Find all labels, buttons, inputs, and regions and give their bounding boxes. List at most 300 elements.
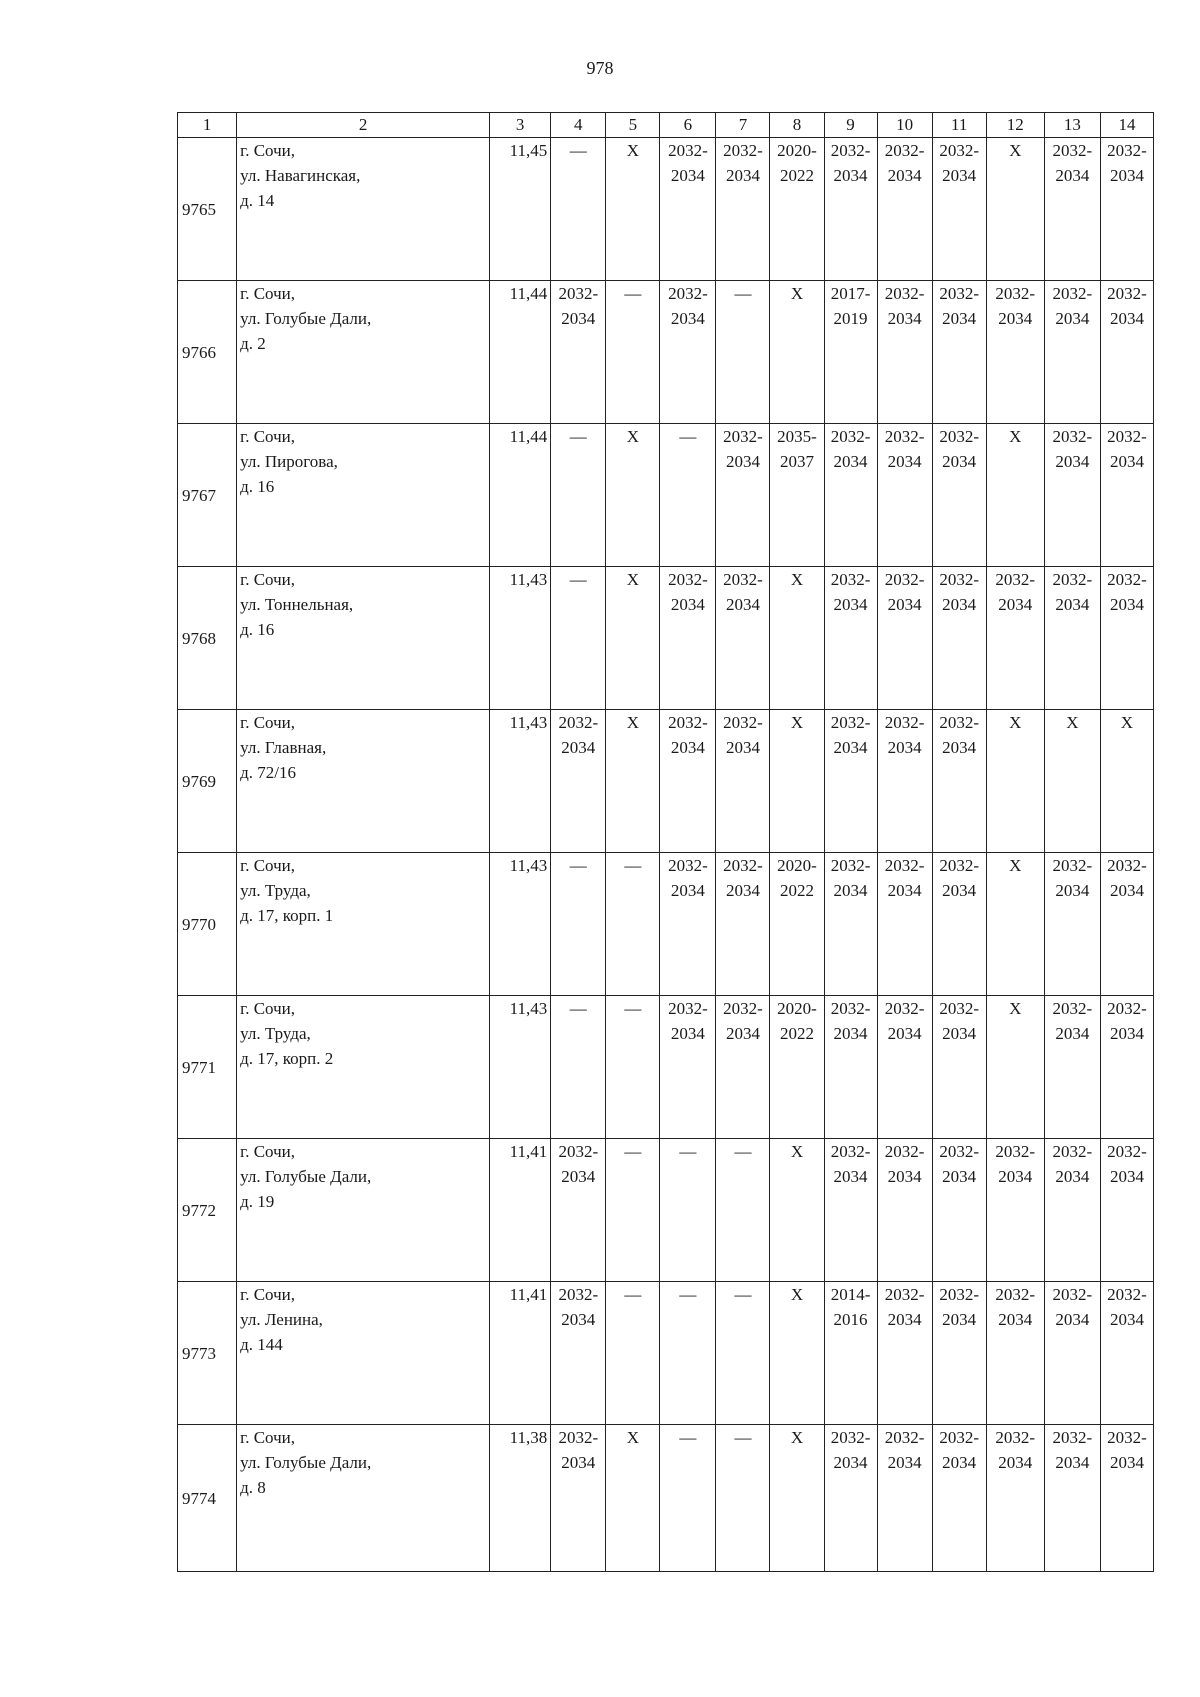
- period-end: 2034: [725, 1024, 760, 1043]
- period-cell-col-7: [716, 567, 770, 710]
- period-start: 2032-: [830, 856, 871, 875]
- address-line: д. 72/16: [240, 763, 297, 782]
- period-end: 2034: [1109, 595, 1144, 614]
- column-header-10: 10: [877, 113, 932, 138]
- period-end: 2034: [1055, 452, 1090, 471]
- period-cell-col-12: [986, 281, 1044, 424]
- period-end: 2034: [998, 1310, 1033, 1329]
- period-start: 2032-: [1107, 1142, 1147, 1161]
- period-end: 2034: [561, 1167, 596, 1186]
- column-header-14: 14: [1100, 113, 1153, 138]
- period-start: 2032-: [723, 999, 763, 1018]
- period-end: 2034: [887, 452, 922, 471]
- address-line: д. 16: [240, 620, 275, 639]
- period-cell-col-9: [824, 281, 877, 424]
- period-cell-col-5: X: [606, 424, 660, 567]
- column-header-9: 9: [824, 113, 877, 138]
- period-cell-col-7: —: [716, 1282, 770, 1425]
- period-end: 2034: [942, 166, 977, 185]
- address-line: г. Сочи,: [240, 856, 295, 875]
- period-end: 2034: [998, 1167, 1033, 1186]
- period-end: 2034: [1109, 166, 1144, 185]
- period-cell-col-14: [1100, 138, 1153, 281]
- address-cell: [237, 1425, 490, 1572]
- address-line: г. Сочи,: [240, 713, 295, 732]
- period-cell-col-10: [877, 567, 932, 710]
- period-start: 2032-: [558, 1142, 599, 1161]
- period-start: 2032-: [723, 141, 763, 160]
- period-cell-col-5: —: [606, 281, 660, 424]
- period-end: 2034: [887, 1310, 922, 1329]
- period-end: 2034: [1109, 1024, 1144, 1043]
- period-end: 2034: [1109, 1453, 1144, 1472]
- period-cell-col-8: [770, 424, 824, 567]
- period-cell-col-5: —: [606, 996, 660, 1139]
- period-cell-col-14: [1100, 567, 1153, 710]
- period-cell-col-12: [986, 1425, 1044, 1572]
- table-row: [178, 853, 1154, 996]
- address-line: д. 19: [240, 1192, 275, 1211]
- period-cell-col-10: [877, 1282, 932, 1425]
- period-start: 2032-: [830, 570, 871, 589]
- period-cell-col-5: X: [606, 567, 660, 710]
- period-cell-col-13: [1044, 996, 1100, 1139]
- period-cell-col-6: —: [660, 424, 716, 567]
- period-end: 2034: [1055, 1167, 1090, 1186]
- period-start: 2032-: [995, 284, 1036, 303]
- column-header-7: 7: [716, 113, 770, 138]
- period-start: 2032-: [884, 856, 925, 875]
- period-start: 2035-: [777, 427, 817, 446]
- address-line: ул. Труда,: [240, 881, 311, 900]
- column-header-1: 1: [178, 113, 237, 138]
- address-line: ул. Ленина,: [240, 1310, 323, 1329]
- period-start: 2032-: [668, 999, 708, 1018]
- table-row: [178, 1139, 1154, 1282]
- period-end: 2034: [942, 881, 977, 900]
- period-cell-col-8: [770, 996, 824, 1139]
- period-cell-col-11: [932, 138, 986, 281]
- address-line: ул. Навагинская,: [240, 166, 361, 185]
- period-cell-col-13: X: [1044, 710, 1100, 853]
- period-start: 2032-: [1052, 284, 1093, 303]
- address-line: ул. Главная,: [240, 738, 327, 757]
- period-end: 2034: [942, 595, 977, 614]
- period-end: 2034: [833, 166, 868, 185]
- address-line: ул. Голубые Дали,: [240, 309, 372, 328]
- period-cell-col-10: [877, 138, 932, 281]
- address-cell: [237, 281, 490, 424]
- row-number: 9772: [178, 1139, 237, 1282]
- period-cell-col-14: [1100, 424, 1153, 567]
- period-end: 2034: [1055, 1024, 1090, 1043]
- period-start: 2032-: [884, 284, 925, 303]
- address-line: д. 2: [240, 334, 266, 353]
- period-start: 2032-: [939, 856, 979, 875]
- period-cell-col-7: [716, 996, 770, 1139]
- period-cell-col-7: [716, 424, 770, 567]
- value-cell: 11,43: [490, 567, 551, 710]
- period-end: 2034: [561, 1310, 596, 1329]
- value-cell: 11,41: [490, 1282, 551, 1425]
- period-start: 2032-: [1107, 141, 1147, 160]
- column-header-11: 11: [932, 113, 986, 138]
- period-cell-col-6: —: [660, 1282, 716, 1425]
- address-line: г. Сочи,: [240, 1142, 295, 1161]
- period-cell-col-8: X: [770, 1282, 824, 1425]
- period-start: 2032-: [884, 141, 925, 160]
- period-end: 2034: [1109, 309, 1144, 328]
- address-cell: [237, 138, 490, 281]
- period-cell-col-13: [1044, 853, 1100, 996]
- period-start: 2014-: [830, 1285, 871, 1304]
- period-end: 2034: [1055, 166, 1090, 185]
- period-start: 2032-: [1052, 570, 1093, 589]
- period-end: 2034: [998, 1453, 1033, 1472]
- period-end: 2034: [833, 595, 868, 614]
- table-row: [178, 1425, 1154, 1572]
- period-start: 2032-: [668, 284, 708, 303]
- address-line: г. Сочи,: [240, 999, 295, 1018]
- address-line: г. Сочи,: [240, 141, 295, 160]
- period-end: 2034: [1109, 881, 1144, 900]
- period-start: 2032-: [939, 1285, 979, 1304]
- period-start: 2032-: [884, 570, 925, 589]
- period-cell-col-11: [932, 567, 986, 710]
- period-cell-col-13: [1044, 1282, 1100, 1425]
- row-number: 9769: [178, 710, 237, 853]
- address-line: г. Сочи,: [240, 1285, 295, 1304]
- period-start: 2032-: [1052, 427, 1093, 446]
- period-cell-col-5: —: [606, 1282, 660, 1425]
- period-cell-col-13: [1044, 424, 1100, 567]
- period-start: 2032-: [1107, 999, 1147, 1018]
- period-start: 2032-: [1107, 427, 1147, 446]
- period-start: 2032-: [830, 713, 871, 732]
- period-cell-col-10: [877, 853, 932, 996]
- period-start: 2032-: [668, 856, 708, 875]
- period-end: 2034: [1055, 309, 1090, 328]
- period-start: 2032-: [1107, 284, 1147, 303]
- period-cell-col-7: [716, 710, 770, 853]
- period-start: 2032-: [939, 141, 979, 160]
- value-cell: 11,45: [490, 138, 551, 281]
- period-start: 2032-: [995, 1142, 1036, 1161]
- period-cell-col-5: —: [606, 853, 660, 996]
- period-start: 2032-: [884, 427, 925, 446]
- period-start: 2032-: [723, 713, 763, 732]
- period-cell-col-6: —: [660, 1139, 716, 1282]
- column-header-12: 12: [986, 113, 1044, 138]
- period-end: 2016: [833, 1310, 868, 1329]
- period-cell-col-4: [551, 710, 606, 853]
- row-number: 9771: [178, 996, 237, 1139]
- period-cell-col-10: [877, 996, 932, 1139]
- address-line: д. 16: [240, 477, 275, 496]
- period-start: 2032-: [995, 1428, 1036, 1447]
- period-cell-col-4: [551, 281, 606, 424]
- period-cell-col-10: [877, 281, 932, 424]
- period-end: 2034: [942, 1453, 977, 1472]
- period-start: 2020-: [777, 141, 817, 160]
- period-start: 2020-: [777, 999, 817, 1018]
- period-start: 2032-: [939, 570, 979, 589]
- period-cell-col-8: [770, 138, 824, 281]
- period-end: 2034: [942, 309, 977, 328]
- period-cell-col-12: [986, 1282, 1044, 1425]
- period-end: 2034: [887, 1453, 922, 1472]
- period-cell-col-8: X: [770, 710, 824, 853]
- period-cell-col-5: —: [606, 1139, 660, 1282]
- period-end: 2034: [887, 881, 922, 900]
- row-number: 9765: [178, 138, 237, 281]
- period-cell-col-5: X: [606, 710, 660, 853]
- period-cell-col-9: [824, 1282, 877, 1425]
- address-cell: [237, 996, 490, 1139]
- period-start: 2032-: [995, 570, 1036, 589]
- period-cell-col-13: [1044, 281, 1100, 424]
- period-cell-col-9: [824, 567, 877, 710]
- period-end: 2034: [887, 309, 922, 328]
- address-line: ул. Пирогова,: [240, 452, 338, 471]
- period-end: 2034: [1109, 1167, 1144, 1186]
- period-end: 2034: [670, 1024, 705, 1043]
- period-end: 2034: [1055, 881, 1090, 900]
- period-end: 2034: [833, 1167, 868, 1186]
- period-cell-col-14: [1100, 1282, 1153, 1425]
- period-start: 2032-: [939, 427, 979, 446]
- address-cell: [237, 1282, 490, 1425]
- period-start: 2032-: [558, 713, 599, 732]
- period-end: 2034: [1109, 452, 1144, 471]
- column-header-8: 8: [770, 113, 824, 138]
- period-cell-col-14: [1100, 1139, 1153, 1282]
- period-cell-col-12: [986, 567, 1044, 710]
- period-start: 2032-: [558, 1285, 599, 1304]
- table-row: [178, 138, 1154, 281]
- period-cell-col-9: [824, 853, 877, 996]
- period-end: 2034: [833, 1024, 868, 1043]
- table-row: [178, 1282, 1154, 1425]
- value-cell: 11,44: [490, 281, 551, 424]
- period-start: 2032-: [884, 999, 925, 1018]
- period-cell-col-8: X: [770, 1139, 824, 1282]
- period-start: 2032-: [830, 141, 871, 160]
- period-start: 2032-: [939, 713, 979, 732]
- period-cell-col-14: [1100, 996, 1153, 1139]
- period-start: 2032-: [830, 999, 871, 1018]
- period-start: 2032-: [668, 570, 708, 589]
- period-end: 2034: [887, 166, 922, 185]
- period-start: 2032-: [1107, 1285, 1147, 1304]
- period-end: 2034: [1109, 1310, 1144, 1329]
- period-cell-col-7: —: [716, 1425, 770, 1572]
- period-start: 2032-: [558, 1428, 599, 1447]
- period-cell-col-11: [932, 853, 986, 996]
- period-end: 2034: [833, 738, 868, 757]
- period-cell-col-11: [932, 996, 986, 1139]
- period-end: 2034: [1055, 595, 1090, 614]
- period-end: 2034: [998, 595, 1033, 614]
- period-end: 2034: [942, 452, 977, 471]
- period-start: 2032-: [723, 856, 763, 875]
- period-cell-col-9: [824, 996, 877, 1139]
- table-row: [178, 710, 1154, 853]
- page-number: 978: [586, 58, 614, 78]
- period-end: 2034: [1055, 1310, 1090, 1329]
- period-cell-col-13: [1044, 1425, 1100, 1572]
- period-cell-col-10: [877, 1425, 932, 1572]
- period-end: 2034: [725, 738, 760, 757]
- row-number: 9774: [178, 1425, 237, 1572]
- period-end: 2037: [780, 452, 814, 471]
- period-cell-col-5: X: [606, 138, 660, 281]
- period-cell-col-13: [1044, 138, 1100, 281]
- period-start: 2032-: [1052, 1428, 1093, 1447]
- period-end: 2034: [887, 1024, 922, 1043]
- period-cell-col-6: [660, 281, 716, 424]
- period-start: 2032-: [1052, 1142, 1093, 1161]
- address-cell: [237, 567, 490, 710]
- period-start: 2032-: [939, 1428, 979, 1447]
- period-cell-col-6: [660, 710, 716, 853]
- period-cell-col-8: X: [770, 281, 824, 424]
- value-cell: 11,44: [490, 424, 551, 567]
- period-end: 2034: [725, 452, 760, 471]
- period-start: 2017-: [830, 284, 871, 303]
- period-end: 2022: [780, 166, 814, 185]
- address-line: д. 8: [240, 1478, 266, 1497]
- period-start: 2032-: [1107, 856, 1147, 875]
- period-start: 2032-: [884, 1428, 925, 1447]
- address-line: ул. Голубые Дали,: [240, 1167, 372, 1186]
- period-start: 2032-: [1052, 856, 1093, 875]
- address-line: ул. Труда,: [240, 1024, 311, 1043]
- row-number: 9773: [178, 1282, 237, 1425]
- period-cell-col-9: [824, 1139, 877, 1282]
- period-cell-col-4: [551, 1425, 606, 1572]
- address-cell: [237, 1139, 490, 1282]
- period-cell-col-6: —: [660, 1425, 716, 1572]
- period-cell-col-6: [660, 853, 716, 996]
- address-cell: [237, 853, 490, 996]
- address-cell: [237, 710, 490, 853]
- table-body: [178, 138, 1154, 1572]
- period-cell-col-8: [770, 853, 824, 996]
- period-start: 2032-: [884, 1285, 925, 1304]
- period-cell-col-14: [1100, 281, 1153, 424]
- period-cell-col-6: [660, 567, 716, 710]
- period-cell-col-9: [824, 710, 877, 853]
- period-start: 2032-: [939, 999, 979, 1018]
- period-cell-col-4: [551, 1282, 606, 1425]
- period-end: 2034: [670, 881, 705, 900]
- period-cell-col-4: —: [551, 138, 606, 281]
- period-end: 2034: [887, 1167, 922, 1186]
- value-cell: 11,43: [490, 853, 551, 996]
- period-start: 2032-: [668, 141, 708, 160]
- period-end: 2022: [780, 1024, 814, 1043]
- value-cell: 11,43: [490, 710, 551, 853]
- period-end: 2034: [887, 595, 922, 614]
- period-cell-col-4: —: [551, 996, 606, 1139]
- period-end: 2034: [561, 1453, 596, 1472]
- period-end: 2034: [887, 738, 922, 757]
- value-cell: 11,43: [490, 996, 551, 1139]
- period-cell-col-7: [716, 138, 770, 281]
- value-cell: 11,41: [490, 1139, 551, 1282]
- period-start: 2032-: [830, 427, 871, 446]
- period-end: 2034: [942, 1024, 977, 1043]
- period-cell-col-9: [824, 138, 877, 281]
- row-number: 9766: [178, 281, 237, 424]
- column-header-13: 13: [1044, 113, 1100, 138]
- period-cell-col-11: [932, 1282, 986, 1425]
- period-cell-col-11: [932, 424, 986, 567]
- period-cell-col-5: X: [606, 1425, 660, 1572]
- period-start: 2032-: [723, 427, 763, 446]
- period-start: 2032-: [1052, 141, 1093, 160]
- period-cell-col-14: [1100, 853, 1153, 996]
- address-line: д. 17, корп. 1: [240, 906, 334, 925]
- period-cell-col-6: [660, 138, 716, 281]
- period-cell-col-9: [824, 1425, 877, 1572]
- period-cell-col-13: [1044, 567, 1100, 710]
- period-end: 2019: [833, 309, 868, 328]
- period-cell-col-4: [551, 1139, 606, 1282]
- row-number: 9768: [178, 567, 237, 710]
- column-header-2: 2: [237, 113, 490, 138]
- period-end: 2034: [942, 738, 977, 757]
- period-cell-col-8: X: [770, 567, 824, 710]
- address-line: г. Сочи,: [240, 1428, 295, 1447]
- period-start: 2032-: [1052, 1285, 1093, 1304]
- period-start: 2032-: [830, 1142, 871, 1161]
- period-cell-col-7: —: [716, 281, 770, 424]
- period-end: 2034: [942, 1310, 977, 1329]
- period-start: 2032-: [995, 1285, 1036, 1304]
- column-header-5: 5: [606, 113, 660, 138]
- table-row: [178, 567, 1154, 710]
- period-start: 2032-: [1052, 999, 1093, 1018]
- period-start: 2032-: [830, 1428, 871, 1447]
- period-end: 2034: [1055, 1453, 1090, 1472]
- data-table: [177, 112, 1154, 1572]
- period-cell-col-7: —: [716, 1139, 770, 1282]
- period-cell-col-11: [932, 1139, 986, 1282]
- period-cell-col-14: [1100, 1425, 1153, 1572]
- period-start: 2032-: [884, 1142, 925, 1161]
- period-start: 2032-: [939, 1142, 979, 1161]
- period-cell-col-11: [932, 1425, 986, 1572]
- period-cell-col-4: —: [551, 567, 606, 710]
- period-end: 2034: [833, 1453, 868, 1472]
- period-cell-col-4: —: [551, 853, 606, 996]
- table-row: [178, 996, 1154, 1139]
- period-cell-col-7: [716, 853, 770, 996]
- period-end: 2034: [561, 738, 596, 757]
- period-start: 2032-: [1107, 570, 1147, 589]
- period-cell-col-12: X: [986, 424, 1044, 567]
- period-cell-col-4: —: [551, 424, 606, 567]
- period-start: 2032-: [939, 284, 979, 303]
- period-cell-col-10: [877, 424, 932, 567]
- period-end: 2022: [780, 881, 814, 900]
- period-cell-col-10: [877, 710, 932, 853]
- address-line: г. Сочи,: [240, 427, 295, 446]
- period-end: 2034: [725, 166, 760, 185]
- address-line: д. 14: [240, 191, 275, 210]
